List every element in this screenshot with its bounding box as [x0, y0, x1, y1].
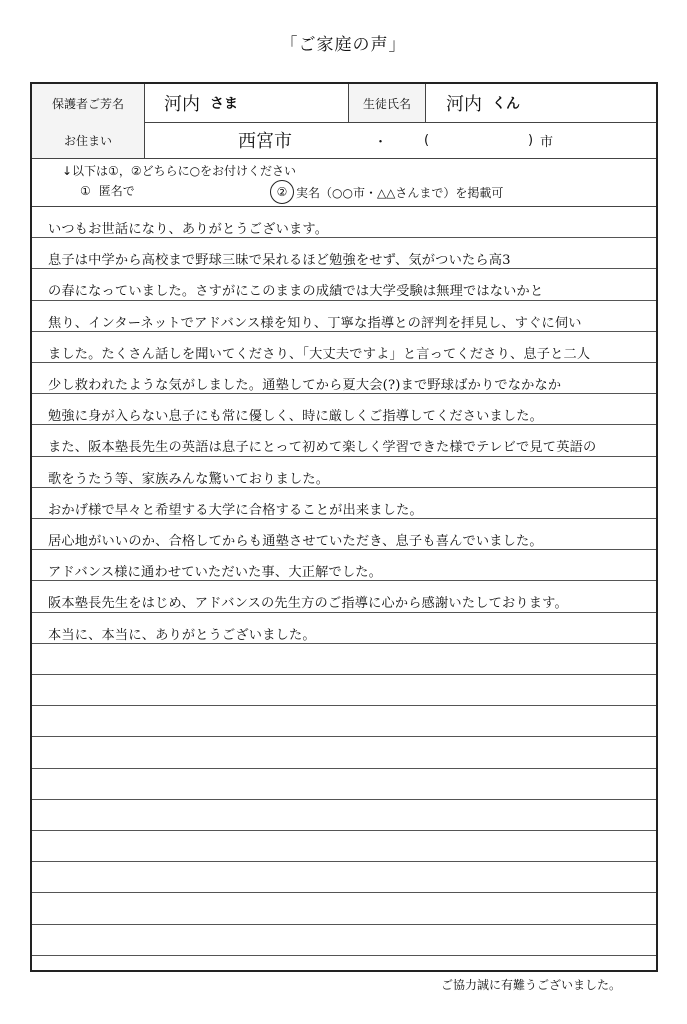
address-row — [32, 122, 656, 159]
address-suffix: 市 — [540, 134, 554, 150]
address-city-field — [238, 122, 292, 158]
ruled-line — [32, 612, 656, 613]
message-line: 阪本塾長先生をはじめ、アドバンスの先生方のご指導に心から感謝いたしております。 — [48, 596, 568, 612]
guardian-name: 河内 — [164, 94, 200, 115]
ruled-line — [32, 830, 656, 831]
address-city: 西宮市 — [238, 131, 292, 152]
ruled-line — [32, 300, 656, 301]
option1-label: 匿名で — [98, 184, 135, 198]
address-label: お住まい — [32, 122, 144, 158]
testimonial-form — [30, 82, 658, 972]
name-row — [32, 84, 656, 123]
message-line: アドバンス様に通わせていただいた事、大正解でした。 — [48, 565, 383, 581]
ruled-line — [32, 705, 656, 706]
message-line: 歌をうたう等、家族みんな驚いておりました。 — [48, 471, 330, 487]
guardian-name-field — [164, 84, 238, 122]
ruled-line — [32, 955, 656, 956]
ruled-line — [32, 580, 656, 581]
ruled-line — [32, 331, 656, 332]
consent-notice: ↓以下は①，②どちらに○をお付けください — [62, 164, 297, 178]
ruled-line — [32, 518, 656, 519]
message-line: 居心地がいいのか、合格してからも通塾させていただき、息子も喜んでいました。 — [48, 534, 543, 549]
ruled-line — [32, 643, 656, 644]
ruled-line — [32, 861, 656, 862]
ruled-line — [32, 736, 656, 737]
ruled-line — [32, 892, 656, 893]
guardian-label: 保護者ご芳名 — [32, 84, 144, 122]
guardian-honorific: さま — [210, 96, 238, 112]
message-line: の春になっていました。さすがにこのままの成績では大学受験は無理ではないかと — [48, 284, 544, 300]
consent-row — [32, 158, 656, 207]
address-open-paren: ( — [424, 132, 430, 148]
message-line: 本当に、本当に、ありがとうございました。 — [48, 627, 316, 643]
ruled-line — [32, 799, 656, 800]
message-line: 焦り、インターネットでアドバンス様を知り、丁寧な指導との評判を拝見し、すぐに伺い — [48, 315, 582, 331]
message-area — [32, 206, 656, 970]
ruled-line — [32, 424, 656, 425]
ruled-line — [32, 237, 656, 238]
option2-selected-circle: ② — [270, 180, 294, 204]
message-line: また、阪本塾長先生の英語は息子にとって初めて楽しく学習できた様でテレビで見て英語の — [48, 440, 597, 456]
message-line: おかげ様で早々と希望する大学に合格することが出来ました。 — [48, 502, 423, 518]
student-honorific: くん — [492, 96, 520, 112]
message-line: 勉強に身が入らない息子にも常に優しく、時に厳しくご指導してくださいました。 — [48, 409, 544, 425]
ruled-line — [32, 924, 656, 925]
option-anonymous[interactable] — [80, 182, 135, 199]
ruled-line — [32, 549, 656, 550]
option-real-name[interactable] — [270, 180, 503, 204]
student-label: 生徒氏名 — [349, 84, 425, 122]
message-line: ました。たくさん話しを聞いてくださり、「大丈夫ですよ」と言ってくださり、息子と二人 — [48, 346, 591, 362]
ruled-line — [32, 456, 656, 457]
ruled-line — [32, 393, 656, 394]
message-line: いつもお世話になり、ありがとうございます。 — [48, 222, 329, 237]
page-title: 「ご家庭の声」 — [280, 35, 407, 55]
footer-thanks: ご協力誠に有難うございました。 — [440, 978, 621, 992]
ruled-line — [32, 487, 656, 488]
message-line: 息子は中学から高校まで野球三昧で呆れるほど勉強をせず、気がついたら高3 — [48, 253, 511, 269]
ruled-line — [32, 268, 656, 269]
ruled-line — [32, 362, 656, 363]
address-dot: ・ — [374, 134, 388, 150]
option2-label: 実名（○○市・△△さんまで）を掲載可 — [296, 185, 504, 200]
student-name: 河内 — [446, 94, 482, 115]
ruled-line — [32, 674, 656, 675]
message-line: 少し救われたような気がしました。通塾してから夏大会(?)まで野球ばかりでなかなか — [48, 378, 562, 393]
student-name-field — [446, 84, 520, 122]
ruled-line — [32, 768, 656, 769]
option1-number: ① — [80, 183, 91, 198]
address-close-paren: ) — [528, 132, 534, 148]
